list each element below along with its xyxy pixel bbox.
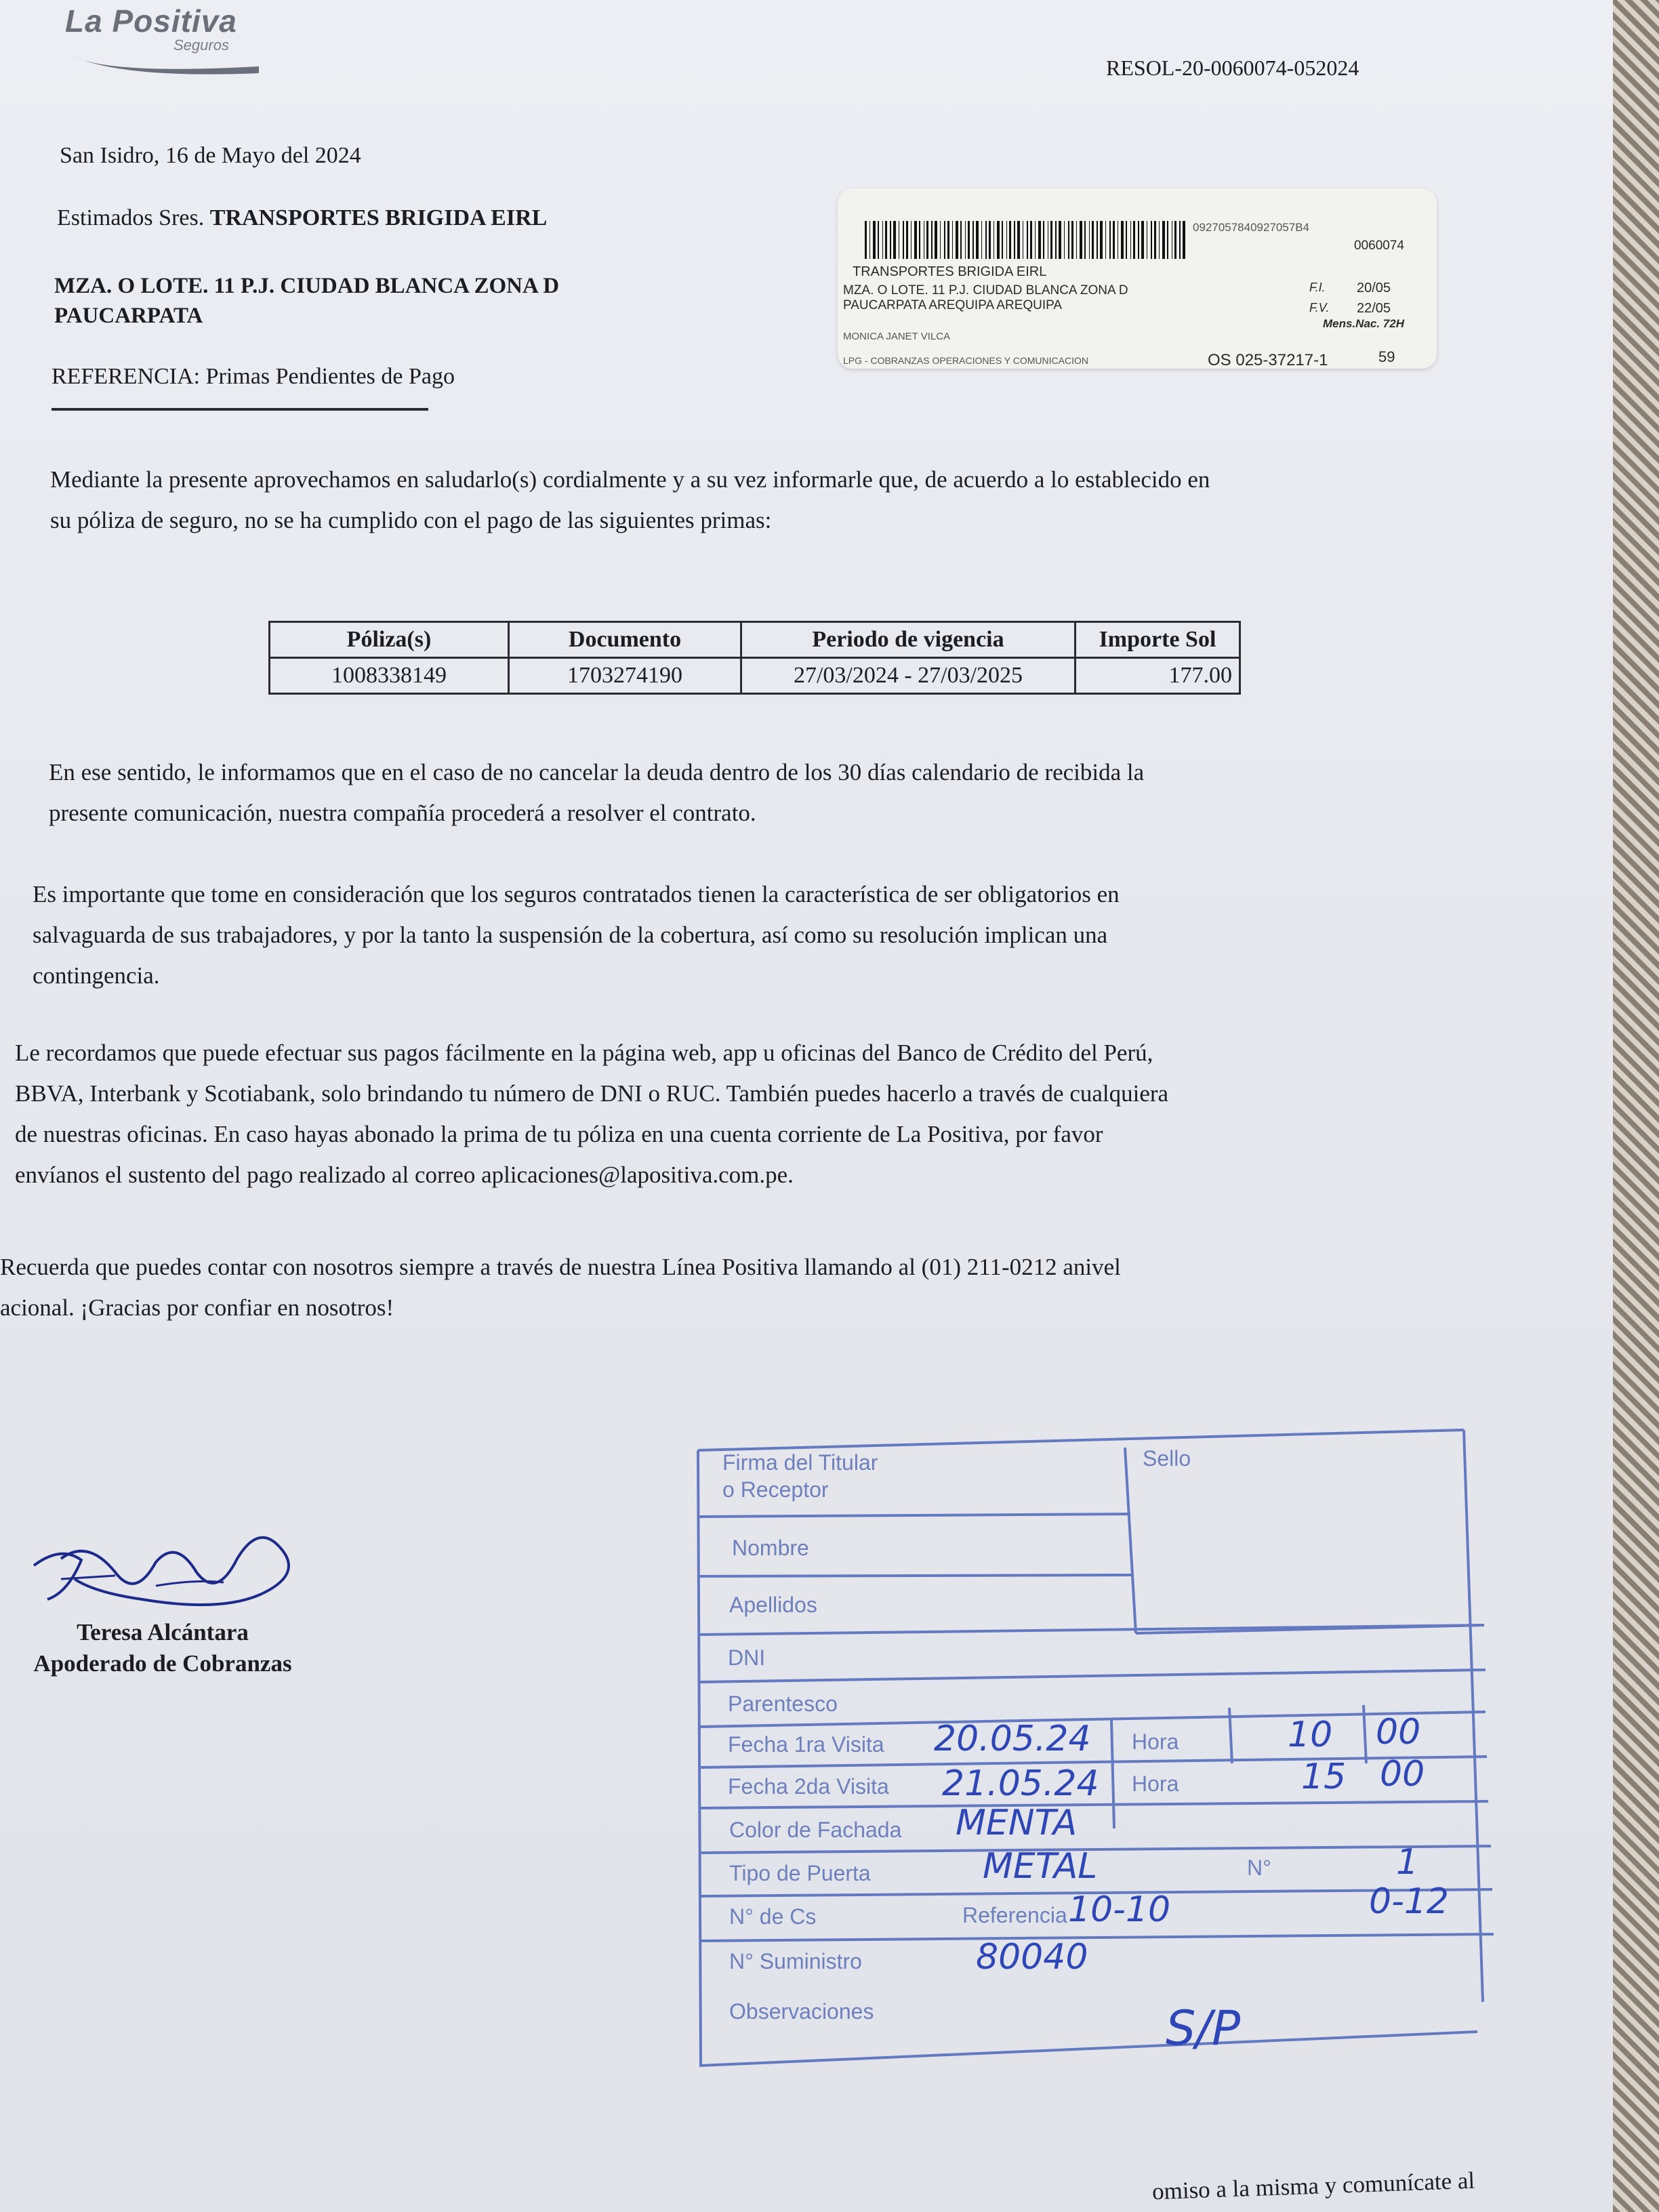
paragraph-deadline [49, 752, 1144, 834]
label-barcode-number: 0927057840927057B4 [1193, 221, 1310, 234]
hw-hora-2-m: 00 [1380, 1754, 1425, 1795]
paragraph-importance [33, 874, 1120, 996]
hw-fecha-1: 20.05.24 [934, 1719, 1091, 1759]
header-documento: Documento [509, 622, 741, 658]
mail-label [838, 188, 1437, 369]
hw-referencia-2: 0-12 [1369, 1881, 1450, 1922]
cell-importe: 177.00 [1076, 658, 1240, 694]
label-apellidos: Apellidos [729, 1593, 817, 1617]
payment-line-2: BBVA, Interbank y Scotiabank, solo brindando tu número de DNI o RUC. También puedes hacerlo a través de cualquiera [15, 1080, 1169, 1107]
hw-referencia: 10-10 [1068, 1889, 1171, 1930]
logo-swoosh-icon [72, 52, 262, 76]
label-hora-1: Hora [1132, 1729, 1179, 1754]
importance-line-1: Es importante que tome en consideración que los seguros contratados tienen la característica de ser obligatorios en [33, 881, 1120, 907]
signer-title: Apoderado de Cobranzas [33, 1650, 292, 1677]
hw-color: MENTA [956, 1803, 1078, 1843]
signer-name: Teresa Alcántara [77, 1619, 249, 1645]
label-receptor: o Receptor [722, 1477, 829, 1502]
label-address-2: PAUCARPATA AREQUIPA AREQUIPA [843, 298, 1063, 312]
hw-fecha-2: 21.05.24 [942, 1763, 1099, 1804]
payment-line-1: Le recordamos que puede efectuar sus pagos fácilmente en la página web, app u oficinas del Banco de Crédito del Perú, [15, 1040, 1153, 1066]
label-parentesco: Parentesco [728, 1692, 838, 1716]
recipient-company: TRANSPORTES BRIGIDA EIRL [209, 205, 548, 230]
hw-hora-1-m: 00 [1376, 1712, 1421, 1753]
label-fecha-1ra-visita: Fecha 1ra Visita [728, 1732, 884, 1757]
importance-line-3: contingencia. [33, 962, 160, 989]
deadline-line-2: presente comunicación, nuestra compañía procederá a resolver el contrato. [49, 800, 756, 826]
label-os: OS 025-37217-1 [1208, 351, 1328, 369]
label-fv-tag: F.V. [1309, 301, 1330, 314]
bottom-cut-text: omiso a la misma y comunícate al [1151, 2167, 1475, 2205]
intro-line-2: su póliza de seguro, no se ha cumplido con el pago de las siguientes primas: [50, 507, 772, 533]
label-fi-tag: F.I. [1309, 281, 1326, 294]
label-sello: Sello [1143, 1446, 1191, 1471]
address-line-2: PAUCARPATA [54, 304, 203, 328]
label-fecha-2da-visita: Fecha 2da Visita [728, 1774, 889, 1799]
paragraph-contact [0, 1247, 1121, 1328]
label-address-1: MZA. O LOTE. 11 P.J. CIUDAD BLANCA ZONA D [843, 283, 1128, 298]
resolution-number: RESOL-20-0060074-052024 [1106, 56, 1359, 80]
logo-name: La Positiva [65, 3, 237, 39]
label-nro-cs: N° de Cs [729, 1904, 817, 1929]
label-referencia: Referencia [962, 1903, 1067, 1927]
hw-tipo: METAL [983, 1846, 1098, 1887]
label-fv-value: 22/05 [1357, 301, 1391, 316]
address-line-1: MZA. O LOTE. 11 P.J. CIUDAD BLANCA ZONA D [54, 274, 560, 298]
cell-documento: 1703274190 [509, 658, 741, 694]
paragraph-intro [50, 459, 1210, 541]
hw-hora-1-h: 10 [1288, 1715, 1333, 1755]
hw-hora-2-h: 15 [1301, 1757, 1347, 1797]
importance-line-2: salvaguarda de sus trabajadores, y por la tanto la suspensión de la cobertura, así como su resolución implican una [33, 922, 1108, 948]
recipient-address [54, 271, 559, 331]
header-periodo: Periodo de vigencia [741, 622, 1076, 658]
cell-poliza: 1008338149 [270, 658, 509, 694]
logo-subtitle: Seguros [173, 37, 229, 54]
intro-line-1: Mediante la presente aprovechamos en saludarlo(s) cordialmente y a su vez informarle que, de acuerdo a lo establecido en [50, 466, 1210, 493]
greeting-prefix: Estimados Sres. [57, 205, 205, 230]
deadline-line-1: En ese sentido, le informamos que en el caso de no cancelar la deuda dentro de los 30 días calendario de recibida la [49, 759, 1145, 785]
reference-underline [52, 408, 428, 411]
payment-line-3: de nuestras oficinas. En caso hayas abonado la prima de tu póliza en una cuenta corriente de La Positiva, por favor [15, 1121, 1103, 1147]
cell-periodo: 27/03/2024 - 27/03/2025 [741, 658, 1076, 694]
reference-line: REFERENCIA: Primas Pendientes de Pago [52, 364, 455, 389]
label-code: 0060074 [1354, 239, 1404, 253]
background-cloth [1613, 0, 1659, 2212]
label-dni: DNI [728, 1645, 766, 1670]
hw-observaciones: S/P [1166, 2001, 1241, 2056]
paragraph-payment [15, 1033, 1168, 1195]
company-logo [65, 3, 268, 77]
contact-line-1: Recuerda que puedes contar con nosotros siempre a través de nuestra Línea Positiva llamando al (01) 211-0212 anivel [0, 1254, 1121, 1280]
label-department: LPG - COBRANZAS OPERACIONES Y COMUNICACION [843, 355, 1088, 366]
letter-date: San Isidro, 16 de Mayo del 2024 [60, 143, 361, 168]
label-suministro: N° Suministro [729, 1949, 862, 1973]
label-company: TRANSPORTES BRIGIDA EIRL [853, 264, 1047, 279]
hw-suministro: 80040 [976, 1937, 1088, 1978]
label-hora-2: Hora [1132, 1771, 1179, 1796]
label-num: 59 [1378, 348, 1395, 365]
table-row [270, 658, 1240, 694]
greeting [57, 205, 547, 232]
hw-piso: 1 [1396, 1842, 1419, 1883]
label-observaciones: Observaciones [729, 1999, 874, 2024]
label-color-fachada: Color de Fachada [729, 1818, 902, 1842]
label-tipo-puerta: Tipo de Puerta [729, 1861, 871, 1885]
label-fi-value: 20/05 [1357, 281, 1391, 295]
handwritten-signature [20, 1498, 332, 1633]
label-mens: Mens.Nac. 72H [1323, 317, 1404, 330]
table-header-row [270, 622, 1240, 658]
payment-line-4: envíanos el sustento del pago realizado al correo aplicaciones@lapositiva.com.pe. [15, 1162, 794, 1188]
visit-stamp-form [691, 1422, 1504, 2072]
label-firma-titular: Firma del Titular [722, 1450, 878, 1475]
header-importe: Importe Sol [1076, 622, 1240, 658]
contact-line-2: acional. ¡Gracias por confiar en nosotros! [0, 1294, 394, 1321]
header-poliza: Póliza(s) [270, 622, 509, 658]
label-sender: MONICA JANET VILCA [843, 331, 951, 342]
label-nombre: Nombre [732, 1536, 809, 1560]
label-n-piso: N° [1247, 1856, 1271, 1880]
pending-premiums-table [268, 621, 1241, 695]
signer-block [0, 1617, 325, 1679]
